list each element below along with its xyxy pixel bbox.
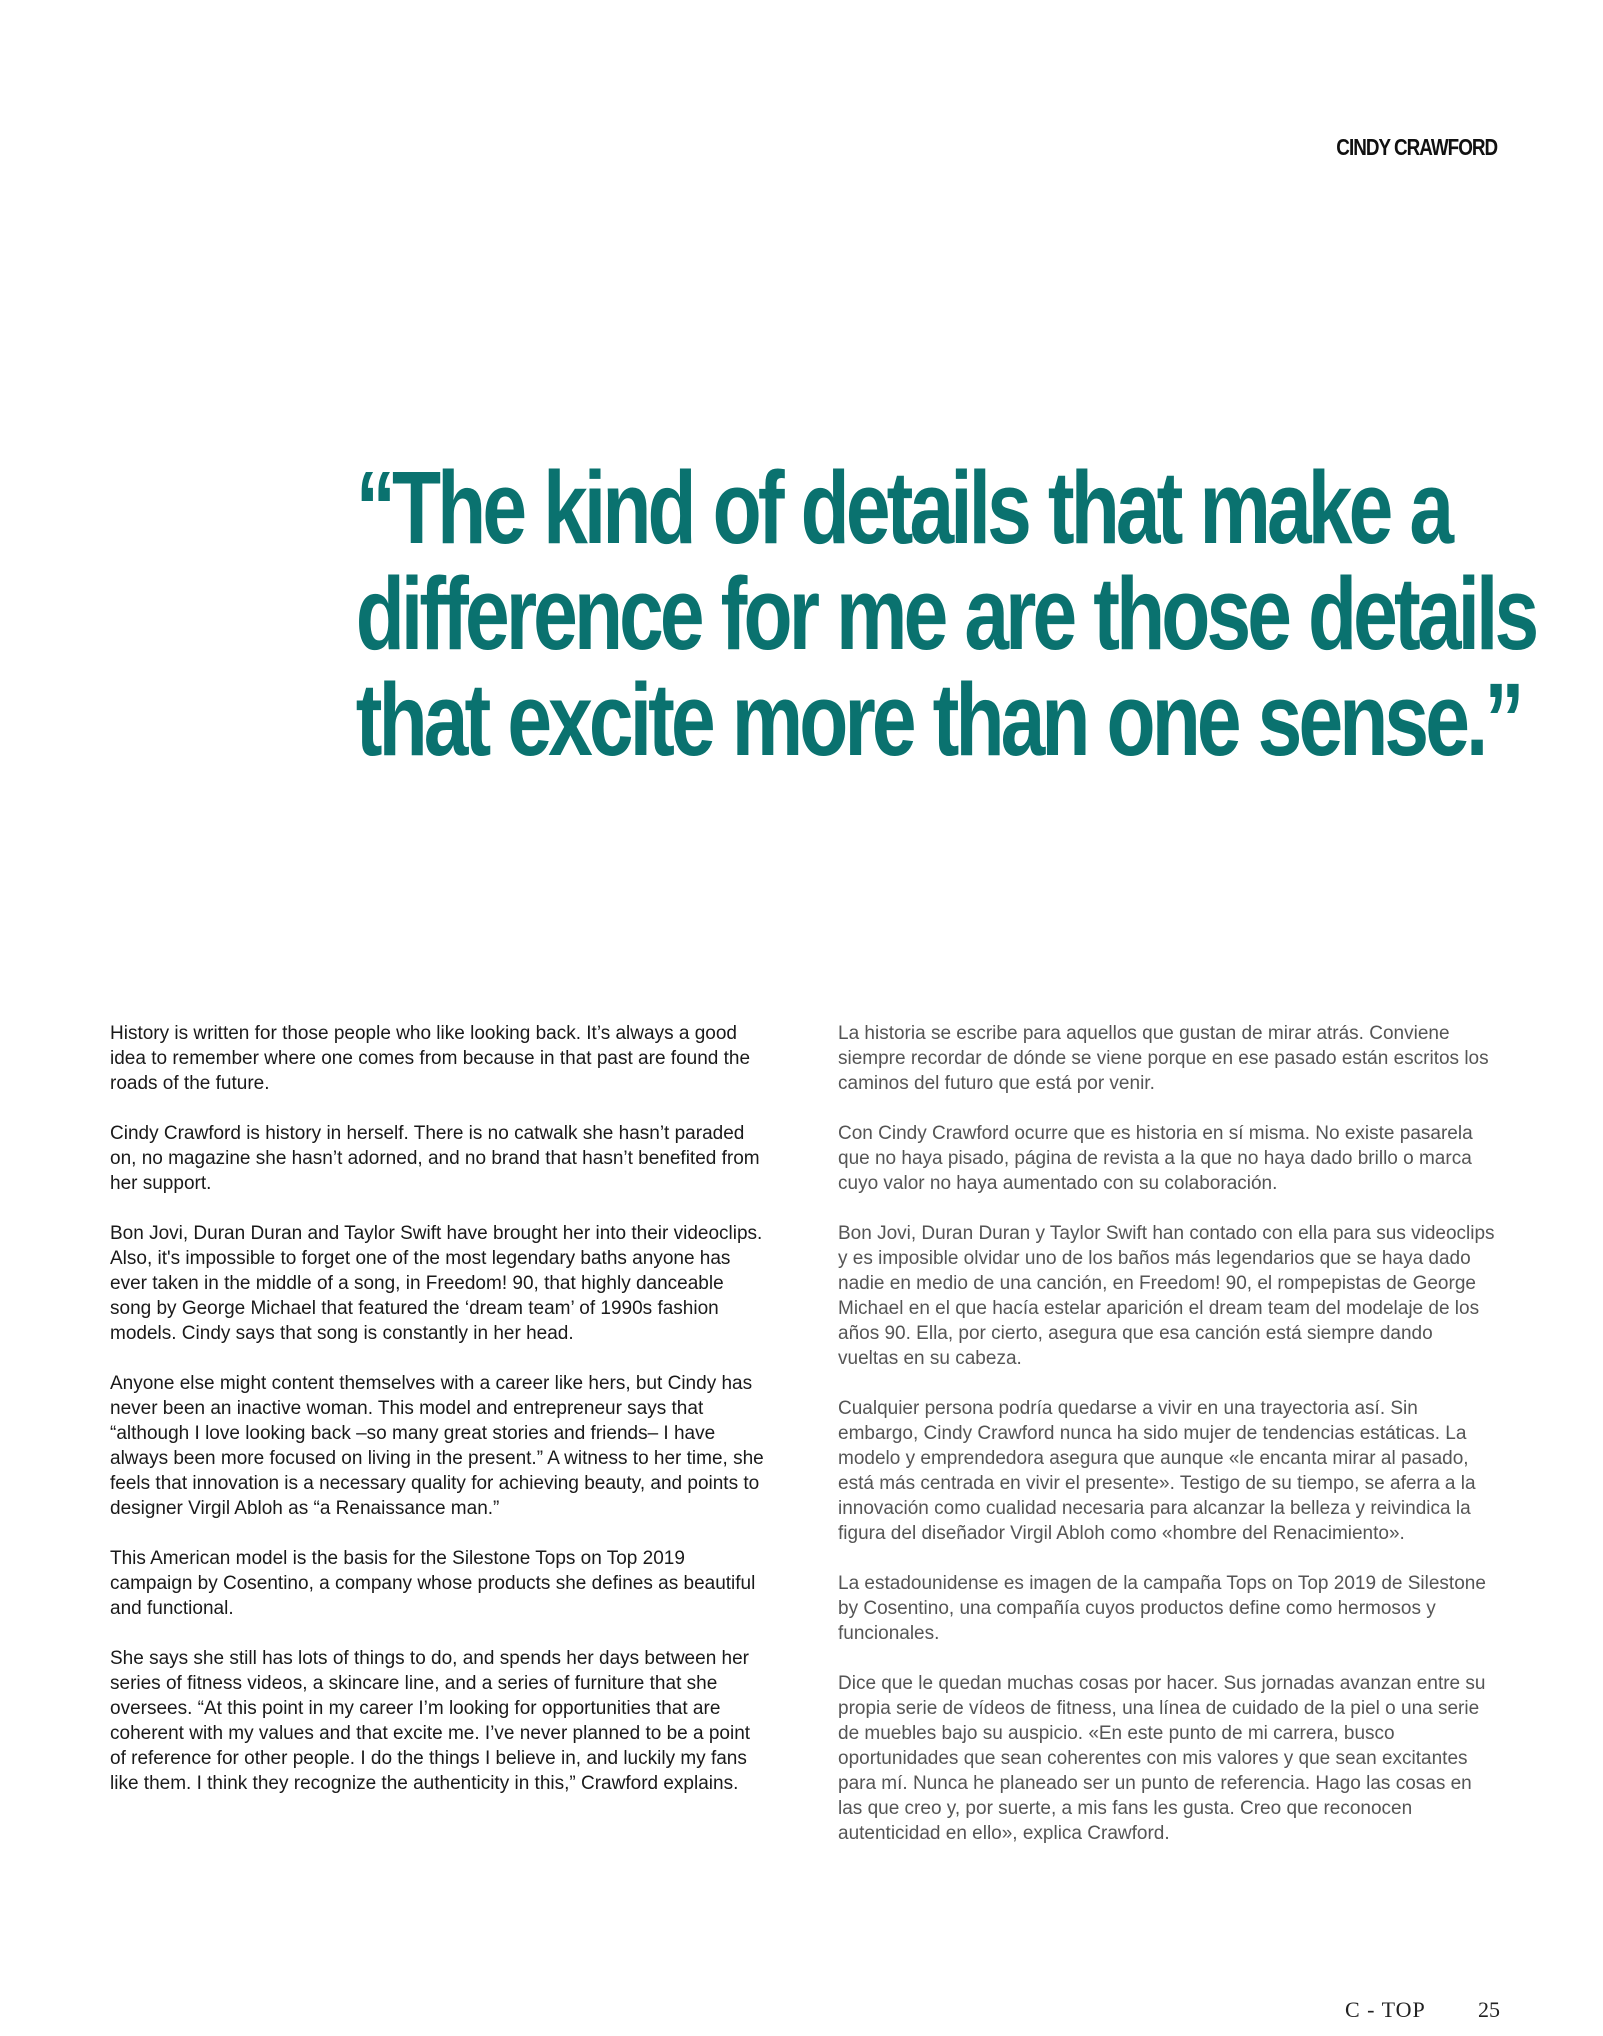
spanish-paragraph: La estadounidense es imagen de la campaña Tops on Top 2019 de Silestone by Cosentino, una compañía cuyos productos define como hermosos y funcionales. [838, 1573, 1486, 1644]
spanish-column [838, 1021, 1498, 1871]
spanish-paragraph: Bon Jovi, Duran Duran y Taylor Swift han contado con ella para sus videoclips y es imposible olvidar uno de los baños más legendarios que se haya dado nadie en medio de una canción, en Freedom! 90, el rompepistas de George Michael en el que hacía estelar aparición el dream team del modelaje de los años 90. Ella, por cierto, asegura que esa canción está siempre dando vueltas en su cabeza. [838, 1223, 1495, 1369]
english-paragraph: She says she still has lots of things to do, and spends her days between her series of fitness videos, a skincare line, and a series of furniture that she oversees. “At this point in my career I’m looking for opportunities that are coherent with my values and that excite me. I’ve never planned to be a point of reference for other people. I do the things I believe in, and luckily my fans like them. I think they recognize the authenticity in this,” Crawford explains. [110, 1648, 751, 1794]
spanish-paragraph: Dice que le quedan muchas cosas por hacer. Sus jornadas avanzan entre su propia serie de vídeos de fitness, una línea de cuidado de la piel o una serie de muebles bajo su auspicio. «En este punto de mi carrera, busco oportunidades que sean coherentes con mis valores y que sean excitantes para mí. Nunca he planeado ser un punto de referencia. Hago las cosas en las que creo y, por suerte, a mis fans les gusta. Creo que reconocen autenticidad en ello», explica Crawford. [838, 1673, 1486, 1844]
english-column [110, 1021, 770, 1821]
spanish-paragraph: La historia se escribe para aquellos que gustan de mirar atrás. Conviene siempre recordar de dónde se viene porque en ese pasado están escritos los caminos del futuro que está por venir. [838, 1023, 1489, 1094]
pull-quote-line: “The kind of details that make a [355, 450, 1451, 565]
spanish-paragraph: Con Cindy Crawford ocurre que es historia en sí misma. No existe pasarela que no haya pisado, página de revista a la que no haya dado brillo o marca cuyo valor no haya aumentado con su colaboración. [838, 1123, 1473, 1194]
pull-quote [230, 450, 1536, 777]
english-paragraph: This American model is the basis for the Silestone Tops on Top 2019 campaign by Cosentino, a company whose products she defines as beautiful and functional. [110, 1548, 756, 1619]
pull-quote-line: that excite more than one sense.” [355, 662, 1521, 777]
pull-quote-line: difference for me are those details [355, 556, 1536, 671]
english-paragraph: Bon Jovi, Duran Duran and Taylor Swift have brought her into their videoclips. Also, it's impossible to forget one of the most legendary baths anyone has ever taken in the middle of a song, in Freedom! 90, that highly danceable song by George Michael that featured the ‘dream team’ of 1990s fashion models. Cindy says that song is constantly in her head. [110, 1223, 763, 1344]
english-paragraph: Anyone else might content themselves with a career like hers, but Cindy has never been an inactive woman. This model and entrepreneur says that “although I love looking back –so many great stories and friends– I have always been more focused on living in the present.” A witness to her time, she feels that innovation is a necessary quality for achieving beauty, and points to designer Virgil Abloh as “a Renaissance man.” [110, 1373, 764, 1519]
footer-brand: C - TOP [1345, 1997, 1426, 2022]
page-number: 25 [1478, 1997, 1500, 2022]
section-title: CINDY CRAWFORD [1336, 134, 1497, 160]
english-paragraph: Cindy Crawford is history in herself. There is no catwalk she hasn’t paraded on, no magazine she hasn’t adorned, and no brand that hasn’t benefited from her support. [110, 1123, 760, 1194]
english-paragraph: History is written for those people who like looking back. It’s always a good idea to remember where one comes from because in that past are found the roads of the future. [110, 1023, 751, 1094]
spanish-paragraph: Cualquier persona podría quedarse a vivir en una trayectoria así. Sin embargo, Cindy Crawford nunca ha sido mujer de tendencias estáticas. La modelo y emprendedora asegura que aunque «le encanta mirar al pasado, está más centrada en vivir el presente». Testigo de su tiempo, se aferra a la innovación como cualidad necesaria para alcanzar la belleza y reivindica la figura del diseñador Virgil Abloh como «hombre del Renacimiento». [838, 1398, 1476, 1544]
